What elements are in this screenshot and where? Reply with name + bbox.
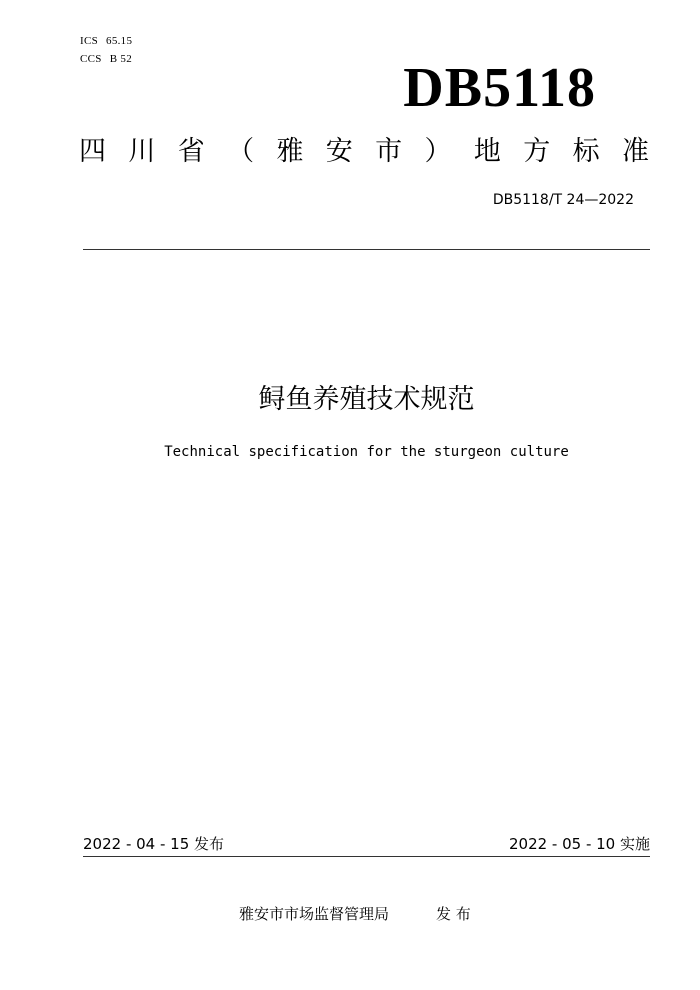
standard-type-char: 雅 — [276, 136, 304, 167]
ccs-classification — [80, 53, 132, 65]
standard-type-char: 地 — [473, 136, 501, 167]
standard-type-char: 准 — [621, 136, 649, 167]
standard-type-char: （ — [227, 136, 255, 167]
standard-type-char: 安 — [325, 136, 353, 167]
ics-label: ICS — [80, 35, 99, 47]
publish-action-label: 发 布 — [436, 905, 471, 923]
standard-type-char: 省 — [177, 136, 205, 167]
standard-number: DB5118/T 24—2022 — [492, 192, 634, 208]
standard-type-char: ） — [424, 136, 452, 167]
header-divider — [83, 249, 650, 250]
publisher-name: 雅安市市场监督管理局 — [239, 905, 390, 923]
standard-type-char: 标 — [572, 136, 600, 167]
ics-classification — [80, 35, 132, 47]
ccs-label: CCS — [80, 53, 102, 65]
document-title-chinese: 鲟鱼养殖技术规范 — [258, 384, 475, 415]
db-standard-code: DB5118 — [403, 57, 596, 119]
document-title-english: Technical specification for the sturgeon culture — [164, 444, 569, 460]
standard-type-char: 四 — [79, 136, 106, 167]
standard-type-char: 川 — [128, 136, 156, 167]
footer-divider — [83, 856, 650, 857]
standard-type-char: 市 — [375, 136, 403, 167]
standard-type-char: 方 — [523, 136, 551, 167]
standard-type-title — [79, 134, 649, 170]
implementation-date: 2022 - 05 - 10 实施 — [508, 835, 650, 853]
issue-date: 2022 - 04 - 15 发布 — [83, 835, 225, 853]
ccs-code: B 52 — [109, 53, 132, 65]
ics-code: 65.15 — [106, 35, 133, 47]
